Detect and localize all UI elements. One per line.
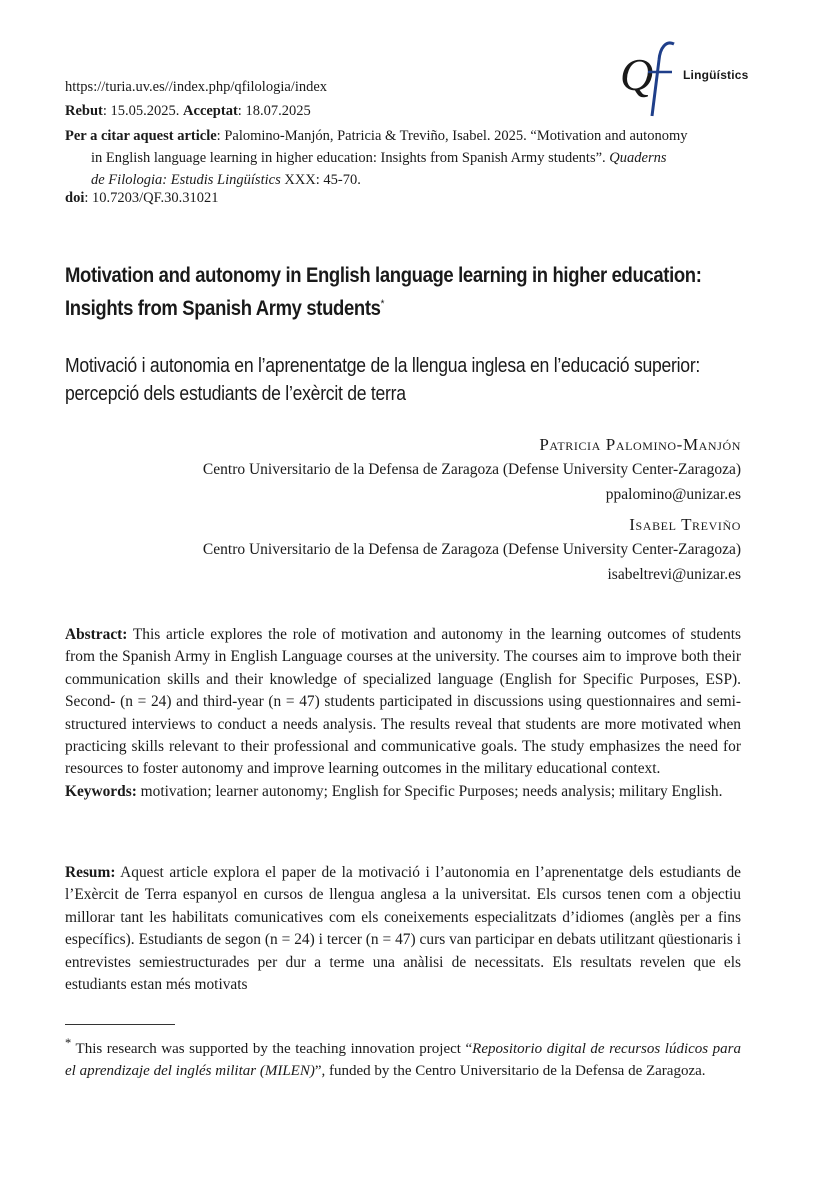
article-title-catalan (65, 352, 751, 408)
title-ca-line-1: Motivació i autonomia en l’aprenentatge de la llengua inglesa en l’educació superior: (65, 355, 701, 377)
keywords-paragraph (65, 781, 741, 803)
abstract-section (65, 624, 741, 803)
title-ca-line-2: percepció dels estudiants de l’exèrcit de terra (65, 383, 406, 405)
article-title-english (65, 262, 751, 323)
title-footnote-mark[interactable]: * (380, 298, 384, 310)
resum-text: Aquest article explora el paper de la motivació i l’autonomia en l’aprenentatge dels estudiants de l’Exèrcit de Terra espanyol en cursos de llengua anglesa a la universitat. Els cursos tenen com a objectiu millorar tant les habilitats comunicatives com els coneixements especialitzats d’idiomes (anglès per a fins específics). Estudiants de segon (n = 24) i tercer (n = 47) curs van participar en debats utilitzant qüestionaris i entrevistes semiestructurades per dur a terme una anàlisi de necessitats. Els resultats revelen que els estudiants estan més motivats (65, 864, 741, 994)
resum-label: Resum: (65, 864, 116, 881)
received-accepted-dates (65, 100, 745, 122)
received-label: Rebut (65, 103, 103, 119)
footnote-text-1: This research was supported by the teaching innovation project “ (71, 1041, 473, 1057)
citation-label: Per a citar aquest article (65, 128, 217, 144)
author-block-1 (203, 432, 741, 507)
citation-text-1: : Palomino-Manjón, Patricia & Treviño, Isabel. 2025. “Motivation and autonomy (216, 128, 688, 144)
footnote-project-name: Repositorio digital de recursos lúdicos para el aprendizaje del inglés militar (MILEN) (65, 1041, 741, 1079)
title-en-line-1: Motivation and autonomy in English language learning in higher education: (65, 264, 702, 287)
citation-journal-b: de Filologia: Estudis Lingüístics (91, 172, 281, 188)
citation-block (65, 125, 745, 191)
abstract-label: Abstract: (65, 626, 128, 643)
author-affiliation: Centro Universitario de la Defensa de Zaragoza (Defense University Center-Zaragoza) (202, 461, 741, 478)
doi-line (65, 187, 745, 209)
citation-journal-a: Quaderns (609, 150, 667, 166)
abstract-text: This article explores the role of motivation and autonomy in the learning outcomes of students from the Spanish Army in English Language courses at the university. The courses aim to improve both their communication skills and their knowledge of specialized language (English for Specific Purposes, ESP). Second- (n = 24) and third-year (n = 47) students participated in discussions using questionnaires and semi-structured interviews to conduct a needs analysis. The results reveal that students are more motivated when practicing skills relevant to their professional and communicative goals. The study emphasizes the need for resources to foster autonomy and improve learning outcomes in the military educational context. (65, 626, 741, 778)
author-email[interactable]: ppalomino@unizar.es (605, 486, 741, 503)
author-email[interactable]: isabeltrevi@unizar.es (607, 566, 741, 583)
author-name: Patricia Palomino-Manjón (539, 435, 741, 454)
keywords-text: motivation; learner autonomy; English for Specific Purposes; needs analysis; military English. (136, 782, 723, 800)
journal-url[interactable]: https://turia.uv.es//index.php/qfilologia/index (65, 79, 328, 95)
footnote-text-2: ”, funded by the Centro Universitario de la Defensa de Zaragoza. (314, 1063, 706, 1079)
author-affiliation: Centro Universitario de la Defensa de Zaragoza (Defense University Center-Zaragoza) (202, 541, 741, 558)
received-date: : 15.05.2025. (102, 103, 184, 119)
resum-section (65, 862, 741, 996)
citation-text-3: XXX: 45-70. (280, 172, 361, 188)
journal-logo-text: Lingüístics (683, 68, 749, 82)
accepted-date: : 18.07.2025 (237, 103, 311, 119)
doi-value[interactable]: : 10.7203/QF.30.31021 (84, 190, 219, 206)
keywords-label: Keywords: (65, 782, 137, 800)
author-name: Isabel Treviño (629, 515, 741, 534)
title-en-line-2: Insights from Spanish Army students (65, 297, 381, 320)
svg-text:Q: Q (620, 49, 654, 100)
footnote-mark: * (65, 1036, 72, 1050)
footnote-divider (65, 1024, 175, 1025)
citation-continuation (65, 147, 745, 191)
abstract-paragraph (65, 624, 741, 781)
citation-text-2: in English language learning in higher education: Insights from Spanish Army students”. (91, 150, 610, 166)
author-block-2 (203, 512, 741, 587)
footnote (65, 1032, 741, 1082)
doi-label: doi (65, 190, 85, 206)
accepted-label: Acceptat (183, 103, 238, 119)
